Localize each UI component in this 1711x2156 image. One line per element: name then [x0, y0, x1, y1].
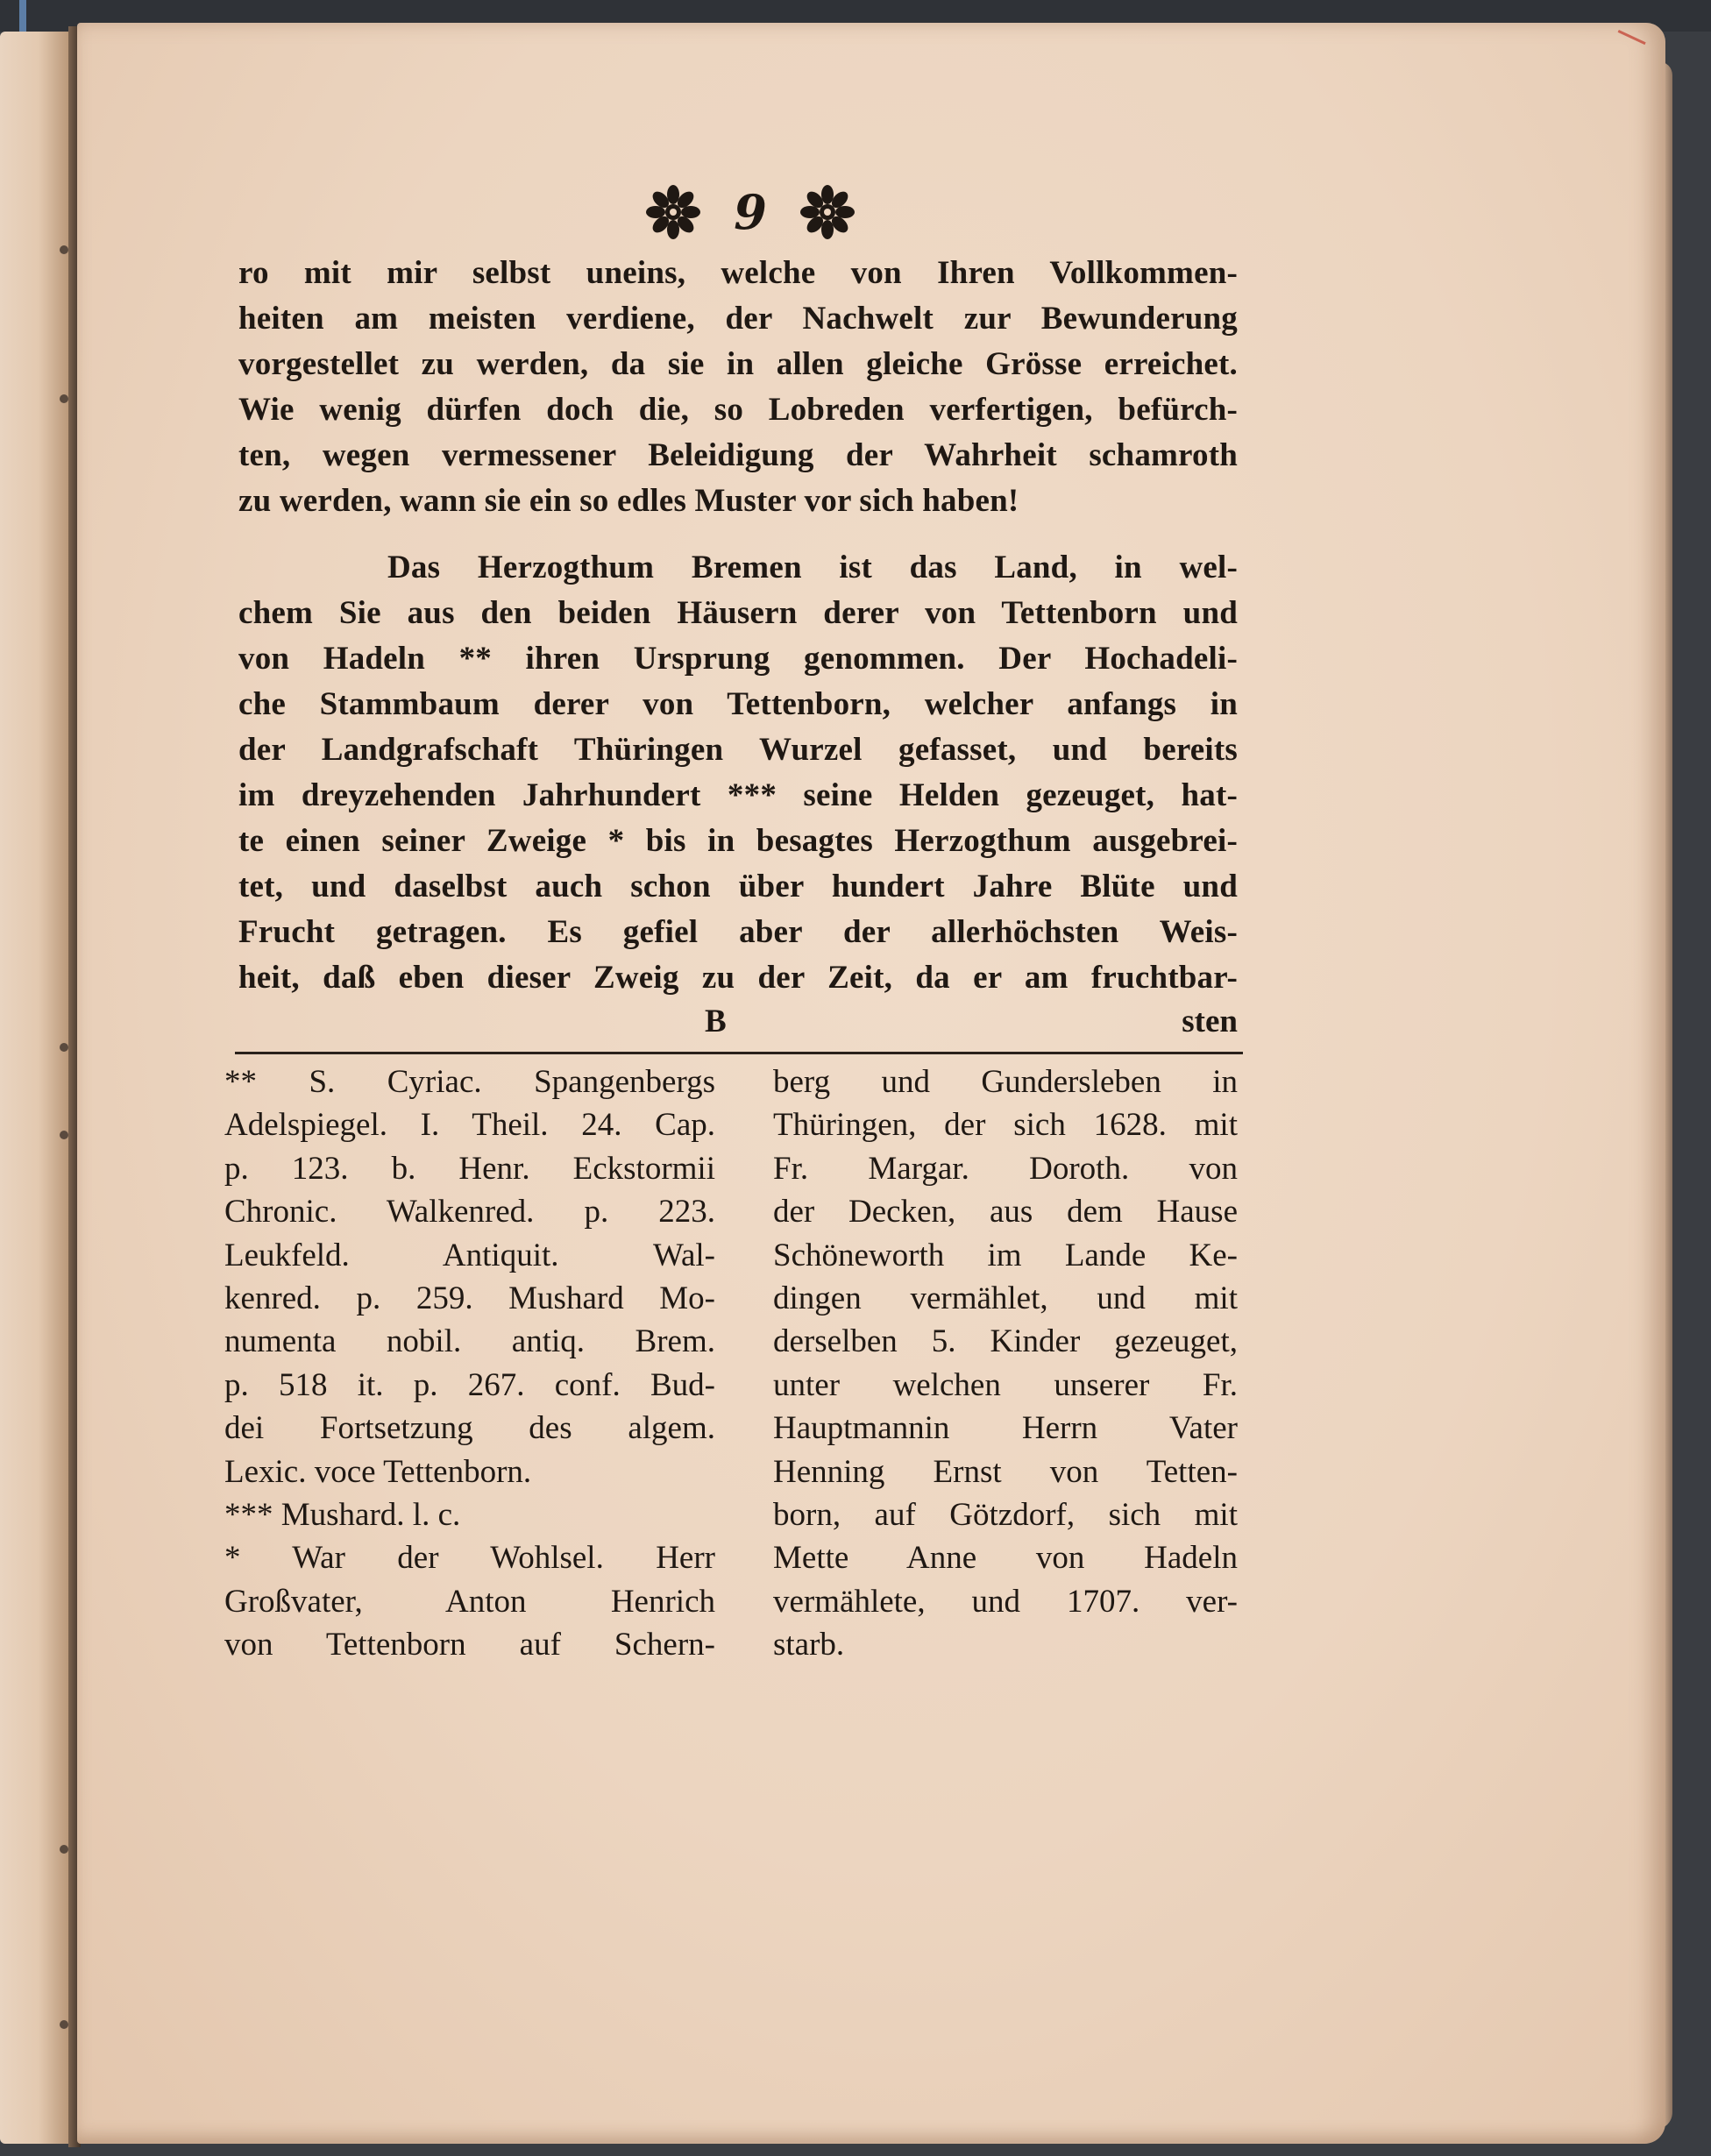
- footnote-line: der Decken, aus dem Hause: [773, 1194, 1238, 1230]
- footnote-line: born, auf Götzdorf, sich mit: [773, 1497, 1238, 1534]
- page-footer-line: [238, 1003, 1238, 1048]
- catchword: sten: [1182, 1004, 1238, 1039]
- page-number: 9: [734, 184, 767, 240]
- footnote-line: *** Mushard. l. c.: [224, 1497, 461, 1534]
- footnote-line: Hauptmannin Herrn Vater: [773, 1410, 1238, 1447]
- footnote-line: unter welchen unserer Fr.: [773, 1366, 1238, 1403]
- binding-hole: [60, 245, 68, 254]
- footnote-line: ** S. Cyriac. Spangenbergs: [224, 1064, 715, 1100]
- text-line: tet, und daselbst auch schon über hundert Jahre Blüte und: [238, 869, 1238, 904]
- binding-hole: [60, 1043, 68, 1052]
- footnote-line: Schöneworth im Lande Ke-: [773, 1237, 1238, 1273]
- footnote-line: Leukfeld. Antiquit. Wal-: [224, 1237, 715, 1273]
- text-line: Das Herzogthum Bremen ist das Land, in wel-: [387, 550, 1238, 585]
- footnote-line: p. 123. b. Henr. Eckstormii: [224, 1150, 715, 1187]
- flower-ornament-icon: [799, 184, 856, 240]
- footnote-line: Mette Anne von Hadeln: [773, 1540, 1238, 1577]
- footnote-line: vermählete, und 1707. ver-: [773, 1583, 1238, 1620]
- binding-hole: [60, 394, 68, 403]
- text-line: zu werden, wann sie ein so edles Muster vor sich haben!: [238, 483, 1019, 519]
- footnote-line: Adelspiegel. I. Theil. 24. Cap.: [224, 1107, 715, 1144]
- text-line: Frucht getragen. Es gefiel aber der allerhöchsten Weis-: [238, 914, 1238, 950]
- text-line: che Stammbaum derer von Tettenborn, welcher anfangs in: [238, 686, 1238, 722]
- footnote-line: Fr. Margar. Doroth. von: [773, 1150, 1238, 1187]
- text-line: heit, daß eben dieser Zweig zu der Zeit, da er am fruchtbar-: [238, 960, 1238, 996]
- binding-hole: [60, 1131, 68, 1139]
- footnote-line: berg und Gundersleben in: [773, 1064, 1238, 1100]
- footnote-line: numenta nobil. antiq. Brem.: [224, 1323, 715, 1360]
- text-line: ten, wegen vermessener Beleidigung der Wahrheit schamroth: [238, 437, 1238, 473]
- footnote-line: Chronic. Walkenred. p. 223.: [224, 1194, 715, 1230]
- text-line: Wie wenig dürfen doch die, so Lobreden verfertigen, befürch-: [238, 392, 1238, 428]
- footnote-line: dei Fortsetzung des algem.: [224, 1410, 715, 1447]
- footnote-rule: [235, 1052, 1243, 1054]
- footnote-line: derselben 5. Kinder gezeuget,: [773, 1323, 1238, 1360]
- footnote-line: p. 518 it. p. 267. conf. Bud-: [224, 1366, 715, 1403]
- text-line: von Hadeln ** ihren Ursprung genommen. Der Hochadeli-: [238, 641, 1238, 677]
- binding-hole: [60, 2020, 68, 2029]
- footnote-line: von Tettenborn auf Schern-: [224, 1627, 715, 1663]
- text-line: heiten am meisten verdiene, der Nachwelt zur Bewunderung: [238, 301, 1238, 337]
- footnote-line: Großvater, Anton Henrich: [224, 1583, 715, 1620]
- signature-mark: B: [705, 1004, 727, 1039]
- text-line: der Landgrafschaft Thüringen Wurzel gefasset, und bereits: [238, 732, 1238, 768]
- footnote-line: Lexic. voce Tettenborn.: [224, 1453, 532, 1490]
- footnote-line: * War der Wohlsel. Herr: [224, 1540, 715, 1577]
- page-header: [645, 181, 856, 244]
- main-text: [238, 251, 1238, 1001]
- footnotes-left-column: [224, 1060, 715, 1667]
- footnote-line: Thüringen, der sich 1628. mit: [773, 1107, 1238, 1144]
- binding-hole: [60, 1845, 68, 1854]
- flower-ornament-icon: [645, 184, 701, 240]
- footnotes-right-column: [773, 1060, 1238, 1667]
- text-line: chem Sie aus den beiden Häusern derer von Tettenborn und: [238, 595, 1238, 631]
- text-line: vorgestellet zu werden, da sie in allen gleiche Grösse erreichet.: [238, 346, 1238, 382]
- footnote-line: kenred. p. 259. Mushard Mo-: [224, 1280, 715, 1317]
- footnote-line: Henning Ernst von Tetten-: [773, 1453, 1238, 1490]
- facing-page-edge: [0, 32, 70, 2144]
- footnote-line: starb.: [773, 1627, 845, 1663]
- text-line: ro mit mir selbst uneins, welche von Ihren Vollkommen-: [238, 255, 1238, 291]
- text-line: te einen seiner Zweige * bis in besagtes Herzogthum ausgebrei-: [238, 823, 1238, 859]
- footnote-line: dingen vermählet, und mit: [773, 1280, 1238, 1317]
- text-line: im dreyzehenden Jahrhundert *** seine Helden gezeuget, hat-: [238, 777, 1238, 813]
